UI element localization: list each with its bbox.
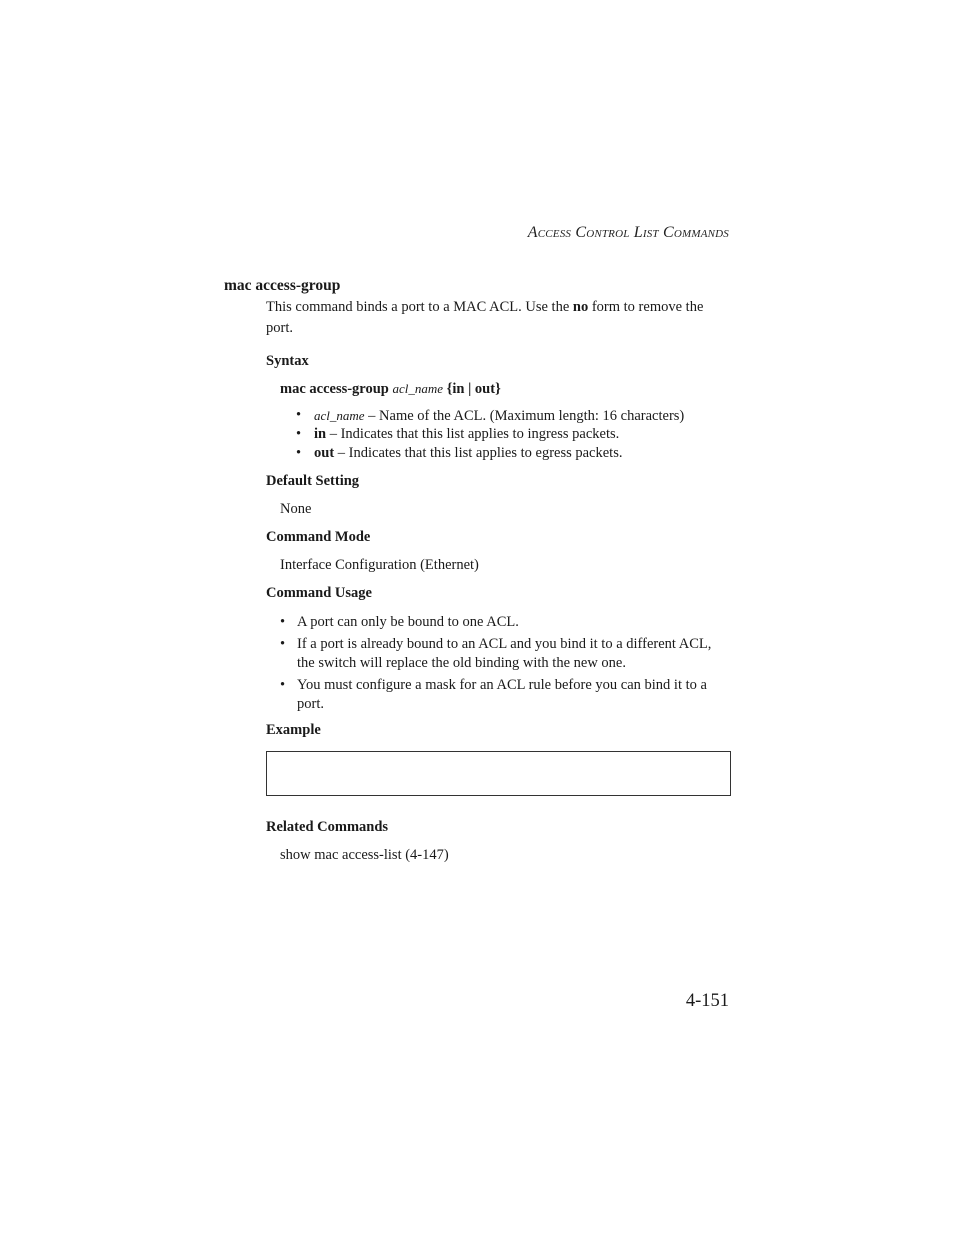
command-mode-value: Interface Configuration (Ethernet) <box>280 557 479 573</box>
default-setting-heading: Default Setting <box>266 473 360 489</box>
parameter-desc: – Name of the ACL. (Maximum length: 16 characters) <box>364 408 685 424</box>
usage-list <box>280 613 732 714</box>
bullet: • <box>280 636 286 652</box>
parameter-desc: – Indicates that this list applies to egress packets. <box>334 445 623 461</box>
syntax-heading: Syntax <box>266 353 309 369</box>
command-description <box>266 297 731 339</box>
example-heading: Example <box>266 722 321 738</box>
bullet: • <box>296 407 302 423</box>
description-keyword: no <box>572 299 589 315</box>
parameter-item <box>296 406 736 425</box>
parameter-item <box>296 425 736 444</box>
usage-text: A port can only be bound to one ACL. <box>297 614 519 630</box>
syntax-command: mac access-group <box>280 381 389 397</box>
command-usage-heading: Command Usage <box>266 585 372 601</box>
syntax-argument: acl_name <box>392 381 444 396</box>
usage-text: You must configure a mask for an ACL rule before you can bind it to a port. <box>297 677 707 712</box>
bullet: • <box>280 677 286 693</box>
related-command-link[interactable]: show mac access-list (4-147) <box>280 847 449 863</box>
example-code-box <box>266 751 731 796</box>
syntax-line <box>280 381 501 398</box>
description-text-end: form to remove the port. <box>266 299 704 336</box>
bullet: • <box>296 445 302 461</box>
syntax-options: {in | out} <box>446 381 501 397</box>
command-title: mac access-group <box>224 277 341 294</box>
bullet: • <box>280 614 286 630</box>
description-text-start: This command binds a port to a MAC ACL. Use the <box>266 299 573 315</box>
page-number: 4-151 <box>685 991 729 1011</box>
usage-text: If a port is already bound to an ACL and you bind it to a different ACL, the switch will replace the old binding with the new one. <box>297 636 712 671</box>
bullet: • <box>296 426 302 442</box>
parameter-name: in <box>314 426 327 442</box>
parameter-name: acl_name <box>314 408 365 423</box>
usage-item <box>280 613 732 632</box>
parameter-item <box>296 444 736 463</box>
command-mode-heading: Command Mode <box>266 529 371 545</box>
parameter-desc: – Indicates that this list applies to ingress packets. <box>326 426 620 442</box>
usage-item <box>280 676 732 714</box>
default-setting-value: None <box>280 501 312 517</box>
running-head: Access Control List Commands <box>527 224 729 241</box>
related-commands-heading: Related Commands <box>266 819 389 835</box>
parameter-name: out <box>314 445 335 461</box>
usage-item <box>280 635 732 673</box>
parameter-list <box>296 406 736 463</box>
